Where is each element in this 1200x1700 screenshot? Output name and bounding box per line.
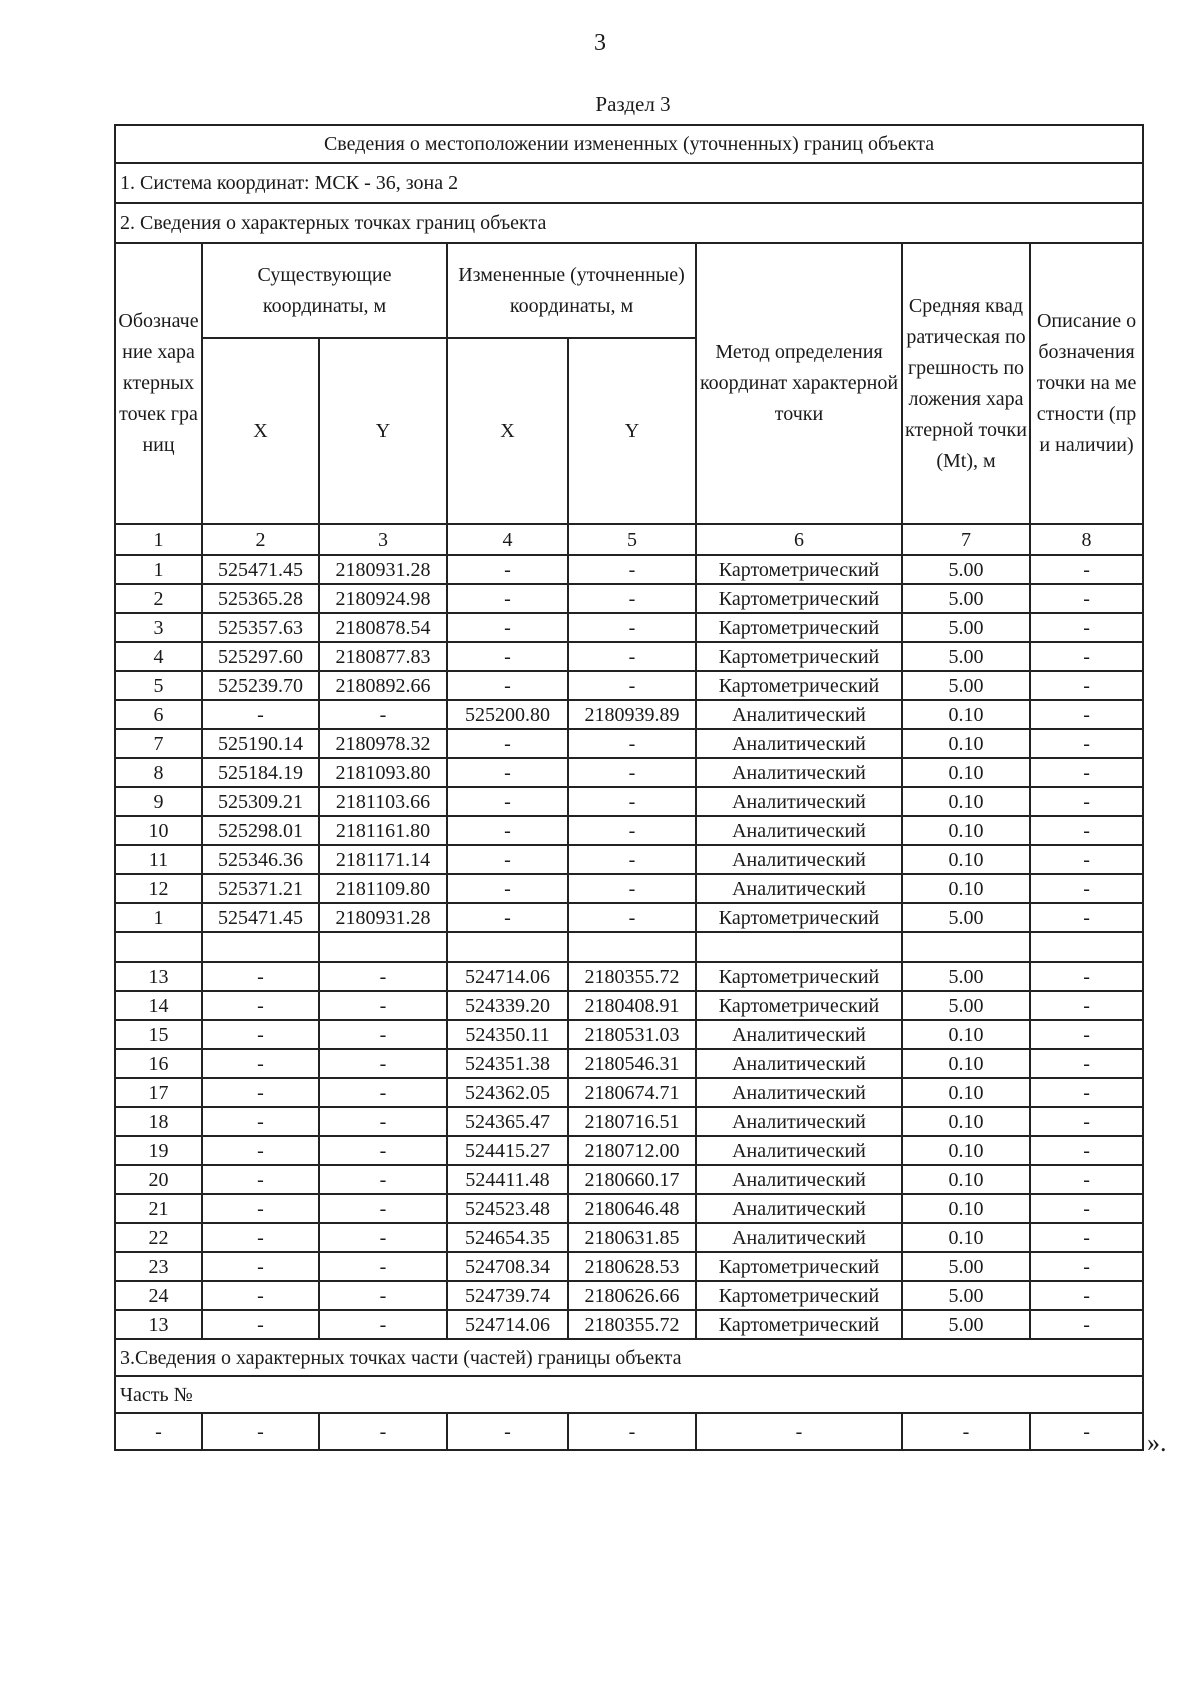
cell-existing-y: -	[319, 1310, 447, 1339]
cell-mean-error: 5.00	[902, 1281, 1030, 1310]
cell-existing-x: 525190.14	[202, 729, 319, 758]
header-method: Метод определения координат характерной точки	[696, 243, 902, 524]
cell-method: Аналитический	[696, 729, 902, 758]
cell-existing-x: 525239.70	[202, 671, 319, 700]
cell-mean-error: 0.10	[902, 1194, 1030, 1223]
cell-existing-x: -	[202, 700, 319, 729]
cell-existing-y: 2180892.66	[319, 671, 447, 700]
cell-changed-y: -	[568, 555, 696, 584]
cell-changed-x: 524714.06	[447, 1310, 568, 1339]
cell-changed-x: -	[447, 787, 568, 816]
table-row	[115, 1252, 1143, 1281]
cell-existing-y: -	[319, 1413, 447, 1450]
cell-point: 1	[115, 903, 202, 932]
cell-changed-x: -	[447, 671, 568, 700]
cell-existing-y: 2181109.80	[319, 874, 447, 903]
cell-existing-x: -	[202, 1049, 319, 1078]
cell-method: Картометрический	[696, 1281, 902, 1310]
cell-point: 21	[115, 1194, 202, 1223]
cell-method: Картометрический	[696, 991, 902, 1020]
cell-existing-x: 525309.21	[202, 787, 319, 816]
cell-mean-error: 0.10	[902, 1078, 1030, 1107]
cell-changed-y: -	[568, 642, 696, 671]
cell-existing-y: -	[319, 1078, 447, 1107]
parts-heading: 3.Сведения о характерных точках части (частей) границы объекта	[115, 1339, 1143, 1376]
cell-existing-y: -	[319, 1223, 447, 1252]
empty-cell	[115, 932, 202, 962]
blank-separator-row	[115, 932, 1143, 962]
cell-method: Картометрический	[696, 584, 902, 613]
header-point-designation: Обозначение характерных точек границ	[115, 243, 202, 524]
cell-mean-error: 5.00	[902, 903, 1030, 932]
cell-description: -	[1030, 1020, 1143, 1049]
section-title: Раздел 3	[595, 92, 671, 116]
table-row	[115, 642, 1143, 671]
cell-existing-x: 525471.45	[202, 903, 319, 932]
cell-mean-error: 5.00	[902, 642, 1030, 671]
cell-existing-y: -	[319, 700, 447, 729]
cell-existing-x: 525471.45	[202, 555, 319, 584]
cell-description: -	[1030, 1049, 1143, 1078]
cell-point: 24	[115, 1281, 202, 1310]
cell-description: -	[1030, 1165, 1143, 1194]
cell-existing-y: 2180931.28	[319, 903, 447, 932]
cell-point: 11	[115, 845, 202, 874]
column-number: 4	[447, 524, 568, 555]
cell-mean-error: 5.00	[902, 962, 1030, 991]
cell-method: Аналитический	[696, 1194, 902, 1223]
cell-changed-x: 524708.34	[447, 1252, 568, 1281]
cell-mean-error: 0.10	[902, 1136, 1030, 1165]
cell-existing-x: -	[202, 1020, 319, 1049]
cell-point: 13	[115, 962, 202, 991]
empty-cell	[696, 932, 902, 962]
column-number: 5	[568, 524, 696, 555]
cell-method: Аналитический	[696, 874, 902, 903]
cell-existing-x: -	[202, 1252, 319, 1281]
cell-point: 2	[115, 584, 202, 613]
column-number-row	[115, 524, 1143, 555]
table-row	[115, 671, 1143, 700]
cell-existing-x: 525346.36	[202, 845, 319, 874]
cell-point: 18	[115, 1107, 202, 1136]
cell-existing-x: -	[202, 1194, 319, 1223]
cell-changed-y: 2180355.72	[568, 962, 696, 991]
cell-mean-error: 5.00	[902, 584, 1030, 613]
cell-point: -	[115, 1413, 202, 1450]
cell-changed-x: 524351.38	[447, 1049, 568, 1078]
column-number: 6	[696, 524, 902, 555]
cell-description: -	[1030, 1223, 1143, 1252]
cell-description: -	[1030, 903, 1143, 932]
cell-existing-x: -	[202, 1281, 319, 1310]
cell-method: Картометрический	[696, 613, 902, 642]
cell-method: Аналитический	[696, 1165, 902, 1194]
cell-existing-y: -	[319, 1252, 447, 1281]
cell-existing-y: 2181093.80	[319, 758, 447, 787]
cell-existing-y: -	[319, 1136, 447, 1165]
cell-method: Аналитический	[696, 816, 902, 845]
column-number: 8	[1030, 524, 1143, 555]
cell-existing-y: 2181171.14	[319, 845, 447, 874]
cell-changed-y: 2180628.53	[568, 1252, 696, 1281]
cell-changed-y: -	[568, 613, 696, 642]
cell-method: Аналитический	[696, 1136, 902, 1165]
cell-changed-y: 2180674.71	[568, 1078, 696, 1107]
column-number: 2	[202, 524, 319, 555]
cell-description: -	[1030, 787, 1143, 816]
cell-changed-y: -	[568, 671, 696, 700]
cell-changed-x: 524714.06	[447, 962, 568, 991]
cell-method: Аналитический	[696, 1049, 902, 1078]
cell-point: 17	[115, 1078, 202, 1107]
cell-changed-x: -	[447, 903, 568, 932]
header-mean-error: Средняя квадратическая погрешность положения характерной точки (Mt), м	[902, 243, 1030, 524]
coordinate-system: 1. Система координат: МСК - 36, зона 2	[115, 163, 1143, 203]
cell-description: -	[1030, 613, 1143, 642]
cell-description: -	[1030, 555, 1143, 584]
header-changed-y: Y	[568, 338, 696, 524]
cell-changed-y: -	[568, 729, 696, 758]
table-row	[115, 962, 1143, 991]
cell-mean-error: 0.10	[902, 1223, 1030, 1252]
cell-existing-x: -	[202, 1223, 319, 1252]
cell-point: 10	[115, 816, 202, 845]
boundary-points-table	[114, 124, 1144, 1451]
cell-point: 7	[115, 729, 202, 758]
cell-method: Картометрический	[696, 1252, 902, 1281]
cell-method: Картометрический	[696, 1310, 902, 1339]
empty-cell	[447, 932, 568, 962]
table-title: Сведения о местоположении измененных (уточненных) границ объекта	[115, 125, 1143, 163]
cell-existing-y: -	[319, 1194, 447, 1223]
cell-description: -	[1030, 1310, 1143, 1339]
table-row	[115, 584, 1143, 613]
cell-changed-x: -	[447, 758, 568, 787]
cell-point: 15	[115, 1020, 202, 1049]
cell-method: Картометрический	[696, 555, 902, 584]
cell-mean-error: 5.00	[902, 991, 1030, 1020]
cell-existing-x: -	[202, 1078, 319, 1107]
cell-mean-error: 5.00	[902, 1252, 1030, 1281]
cell-mean-error: 5.00	[902, 613, 1030, 642]
table-row	[115, 845, 1143, 874]
cell-description: -	[1030, 1107, 1143, 1136]
cell-existing-x: -	[202, 1165, 319, 1194]
table-row	[115, 874, 1143, 903]
cell-existing-x: -	[202, 1136, 319, 1165]
cell-description: -	[1030, 1078, 1143, 1107]
cell-changed-x: 524654.35	[447, 1223, 568, 1252]
table-row	[115, 1136, 1143, 1165]
cell-changed-x: 524365.47	[447, 1107, 568, 1136]
cell-changed-y: 2180626.66	[568, 1281, 696, 1310]
cell-method: Аналитический	[696, 1020, 902, 1049]
cell-existing-x: -	[202, 1413, 319, 1450]
cell-changed-x: -	[447, 555, 568, 584]
cell-changed-x: 525200.80	[447, 700, 568, 729]
cell-existing-x: 525371.21	[202, 874, 319, 903]
table-row	[115, 1281, 1143, 1310]
header-existing-coords: Существующие координаты, м	[202, 243, 447, 338]
empty-cell	[568, 932, 696, 962]
cell-changed-y: -	[568, 874, 696, 903]
table-row	[115, 1223, 1143, 1252]
cell-existing-y: -	[319, 1049, 447, 1078]
cell-changed-y: 2180546.31	[568, 1049, 696, 1078]
cell-changed-x: 524339.20	[447, 991, 568, 1020]
cell-changed-y: -	[568, 758, 696, 787]
cell-existing-y: -	[319, 991, 447, 1020]
cell-description: -	[1030, 700, 1143, 729]
cell-method: Картометрический	[696, 671, 902, 700]
cell-method: Аналитический	[696, 758, 902, 787]
cell-point: 16	[115, 1049, 202, 1078]
cell-existing-y: -	[319, 962, 447, 991]
empty-cell	[1030, 932, 1143, 962]
cell-changed-y: 2180716.51	[568, 1107, 696, 1136]
cell-method: Аналитический	[696, 1078, 902, 1107]
cell-point: 14	[115, 991, 202, 1020]
column-number: 3	[319, 524, 447, 555]
cell-existing-x: 525365.28	[202, 584, 319, 613]
cell-changed-y: 2180531.03	[568, 1020, 696, 1049]
cell-existing-y: -	[319, 1281, 447, 1310]
cell-point: 22	[115, 1223, 202, 1252]
cell-existing-x: -	[202, 962, 319, 991]
header-existing-x: X	[202, 338, 319, 524]
cell-description: -	[1030, 962, 1143, 991]
cell-existing-y: 2180877.83	[319, 642, 447, 671]
cell-mean-error: 0.10	[902, 1020, 1030, 1049]
table-row	[115, 758, 1143, 787]
cell-mean-error: 0.10	[902, 787, 1030, 816]
cell-changed-y: -	[568, 584, 696, 613]
empty-cell	[902, 932, 1030, 962]
cell-method: Аналитический	[696, 787, 902, 816]
cell-description: -	[1030, 1136, 1143, 1165]
cell-description: -	[1030, 1413, 1143, 1450]
cell-mean-error: -	[902, 1413, 1030, 1450]
cell-point: 6	[115, 700, 202, 729]
cell-existing-x: -	[202, 1107, 319, 1136]
empty-cell	[202, 932, 319, 962]
cell-mean-error: 0.10	[902, 758, 1030, 787]
cell-description: -	[1030, 642, 1143, 671]
cell-description: -	[1030, 729, 1143, 758]
cell-point: 23	[115, 1252, 202, 1281]
cell-existing-x: 525184.19	[202, 758, 319, 787]
cell-description: -	[1030, 845, 1143, 874]
cell-mean-error: 5.00	[902, 671, 1030, 700]
cell-changed-y: -	[568, 903, 696, 932]
cell-existing-y: 2181103.66	[319, 787, 447, 816]
cell-description: -	[1030, 1281, 1143, 1310]
cell-existing-x: 525297.60	[202, 642, 319, 671]
cell-changed-y: -	[568, 845, 696, 874]
cell-point: 13	[115, 1310, 202, 1339]
cell-changed-x: -	[447, 1413, 568, 1450]
table-row	[115, 555, 1143, 584]
table-row	[115, 816, 1143, 845]
cell-existing-y: 2181161.80	[319, 816, 447, 845]
table-row	[115, 700, 1143, 729]
cell-mean-error: 0.10	[902, 1107, 1030, 1136]
closing-mark: ».	[1147, 1428, 1167, 1457]
cell-method: Картометрический	[696, 903, 902, 932]
cell-changed-y: 2180660.17	[568, 1165, 696, 1194]
cell-changed-x: -	[447, 874, 568, 903]
cell-method: Аналитический	[696, 845, 902, 874]
cell-point: 9	[115, 787, 202, 816]
cell-description: -	[1030, 758, 1143, 787]
part-label: Часть №	[115, 1376, 1143, 1413]
cell-changed-y: 2180355.72	[568, 1310, 696, 1339]
table-row	[115, 1020, 1143, 1049]
table-row	[115, 787, 1143, 816]
column-number: 7	[902, 524, 1030, 555]
cell-changed-y: 2180408.91	[568, 991, 696, 1020]
cell-changed-x: -	[447, 642, 568, 671]
cell-changed-y: -	[568, 1413, 696, 1450]
cell-changed-x: -	[447, 584, 568, 613]
cell-changed-y: -	[568, 787, 696, 816]
table-row	[115, 1194, 1143, 1223]
table-row	[115, 729, 1143, 758]
cell-point: 20	[115, 1165, 202, 1194]
cell-changed-x: 524739.74	[447, 1281, 568, 1310]
cell-mean-error: 0.10	[902, 816, 1030, 845]
table-row	[115, 1310, 1143, 1339]
cell-description: -	[1030, 671, 1143, 700]
header-description: Описание обозначения точки на местности (при наличии)	[1030, 243, 1143, 524]
page-number: 3	[594, 30, 606, 56]
cell-mean-error: 5.00	[902, 555, 1030, 584]
cell-existing-x: -	[202, 1310, 319, 1339]
cell-changed-x: 524362.05	[447, 1078, 568, 1107]
cell-existing-y: -	[319, 1165, 447, 1194]
cell-existing-x: 525357.63	[202, 613, 319, 642]
cell-mean-error: 0.10	[902, 700, 1030, 729]
cell-existing-y: 2180978.32	[319, 729, 447, 758]
cell-description: -	[1030, 1194, 1143, 1223]
cell-description: -	[1030, 816, 1143, 845]
cell-point: 12	[115, 874, 202, 903]
cell-description: -	[1030, 1252, 1143, 1281]
cell-point: 1	[115, 555, 202, 584]
table-row	[115, 1049, 1143, 1078]
cell-existing-y: 2180878.54	[319, 613, 447, 642]
table-row	[115, 991, 1143, 1020]
table-row	[115, 1078, 1143, 1107]
table-row	[115, 1165, 1143, 1194]
cell-method: Картометрический	[696, 962, 902, 991]
cell-changed-y: 2180939.89	[568, 700, 696, 729]
column-number: 1	[115, 524, 202, 555]
cell-description: -	[1030, 874, 1143, 903]
cell-point: 8	[115, 758, 202, 787]
cell-changed-y: -	[568, 816, 696, 845]
cell-point: 4	[115, 642, 202, 671]
cell-changed-y: 2180631.85	[568, 1223, 696, 1252]
cell-existing-x: -	[202, 991, 319, 1020]
cell-changed-y: 2180712.00	[568, 1136, 696, 1165]
cell-existing-x: 525298.01	[202, 816, 319, 845]
table-row	[115, 613, 1143, 642]
cell-description: -	[1030, 584, 1143, 613]
cell-changed-x: -	[447, 613, 568, 642]
table-row	[115, 1107, 1143, 1136]
cell-point: 5	[115, 671, 202, 700]
cell-changed-x: 524415.27	[447, 1136, 568, 1165]
cell-existing-y: -	[319, 1107, 447, 1136]
cell-existing-y: -	[319, 1020, 447, 1049]
cell-method: Аналитический	[696, 1223, 902, 1252]
cell-existing-y: 2180931.28	[319, 555, 447, 584]
cell-changed-x: 524523.48	[447, 1194, 568, 1223]
cell-point: 19	[115, 1136, 202, 1165]
cell-mean-error: 0.10	[902, 845, 1030, 874]
table-row	[115, 903, 1143, 932]
cell-changed-x: -	[447, 845, 568, 874]
cell-method: Картометрический	[696, 642, 902, 671]
header-existing-y: Y	[319, 338, 447, 524]
cell-existing-y: 2180924.98	[319, 584, 447, 613]
cell-changed-x: -	[447, 816, 568, 845]
cell-method: Аналитический	[696, 1107, 902, 1136]
cell-method: -	[696, 1413, 902, 1450]
cell-mean-error: 0.10	[902, 729, 1030, 758]
cell-mean-error: 5.00	[902, 1310, 1030, 1339]
cell-method: Аналитический	[696, 700, 902, 729]
part-data-row	[115, 1413, 1143, 1450]
cell-changed-x: 524411.48	[447, 1165, 568, 1194]
header-changed-coords: Измененные (уточненные) координаты, м	[447, 243, 696, 338]
cell-changed-x: -	[447, 729, 568, 758]
cell-mean-error: 0.10	[902, 1049, 1030, 1078]
points-heading: 2. Сведения о характерных точках границ объекта	[115, 203, 1143, 243]
cell-mean-error: 0.10	[902, 874, 1030, 903]
cell-changed-x: 524350.11	[447, 1020, 568, 1049]
header-changed-x: X	[447, 338, 568, 524]
cell-mean-error: 0.10	[902, 1165, 1030, 1194]
cell-point: 3	[115, 613, 202, 642]
empty-cell	[319, 932, 447, 962]
cell-changed-y: 2180646.48	[568, 1194, 696, 1223]
cell-description: -	[1030, 991, 1143, 1020]
